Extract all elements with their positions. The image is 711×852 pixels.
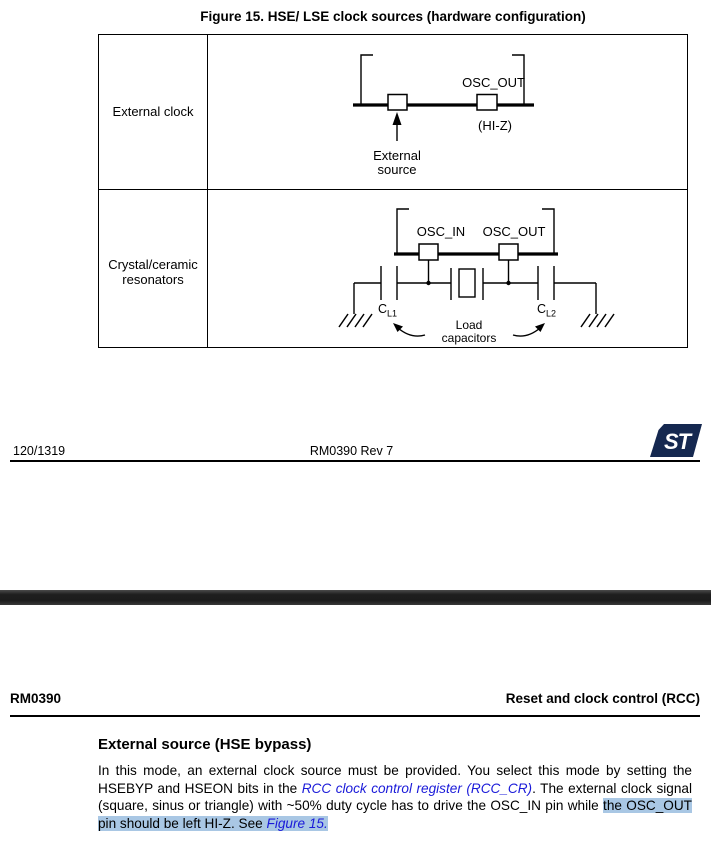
section-heading: External source (HSE bypass)	[98, 736, 312, 753]
osc-in-pin-row2	[419, 244, 438, 260]
footer-rule	[10, 460, 700, 462]
junction-dot	[426, 281, 430, 285]
ground-icon-left	[339, 314, 372, 327]
inline-link[interactable]: Figure 15.	[266, 815, 328, 831]
inline-link[interactable]: RCC clock control register (RCC_CR)	[301, 780, 533, 796]
osc-out-label-row1: OSC_OUT	[462, 75, 525, 90]
st-logo	[650, 424, 702, 457]
paragraph-text: In this mode, an external clock source must be provided. You select this mode by setting the HSEBYP and HSEON bits in the	[98, 763, 692, 796]
osc-in-label-row2: OSC_IN	[416, 224, 466, 239]
row-label-crystal-ceramic: Crystal/ceramic resonators	[108, 257, 198, 287]
cl1-label: $C_{L1}$	[378, 302, 398, 319]
ground-icon-right	[581, 314, 614, 327]
body-paragraph	[98, 762, 692, 832]
page-number: 120/1319	[13, 444, 66, 458]
osc-out-label-row2: OSC_OUT	[482, 224, 546, 239]
page-separator-bar	[0, 590, 711, 605]
header-chapter-title: Reset and clock control (RCC)	[505, 691, 700, 706]
header-rule	[10, 715, 700, 717]
cl2-label: $C_{L2}$	[537, 302, 557, 319]
figure-title: Figure 15. HSE/ LSE clock sources (hardware configuration)	[200, 9, 586, 24]
crystal-icon	[451, 268, 483, 300]
junction-dot	[506, 281, 510, 285]
osc-in-pin-row1	[388, 95, 407, 111]
external-source-label: External source	[373, 148, 421, 177]
external-source-arrow-icon	[393, 112, 402, 141]
paragraph-text: . The external clock signal (square, sinus or triangle) with ~50% duty cycle has to drive the OSC_IN pin while	[98, 780, 692, 814]
capacitor-cl2-icon	[538, 266, 554, 300]
st-logo-letters: ST	[663, 429, 691, 454]
capacitor-cl1-icon	[381, 266, 397, 300]
osc-out-pin-row2	[499, 244, 518, 260]
hiz-label: (HI-Z)	[478, 118, 512, 133]
paragraph-text: the OSC_OUT pin should be left HI-Z. See	[98, 798, 692, 831]
load-capacitors-label: Load capacitors	[441, 318, 497, 345]
doc-revision: RM0390 Rev 7	[309, 444, 394, 458]
figure-table	[98, 34, 688, 348]
osc-out-pin-row1	[477, 95, 497, 111]
row-label-external-clock: External clock	[112, 104, 194, 119]
header-doc-id: RM0390	[10, 691, 62, 706]
